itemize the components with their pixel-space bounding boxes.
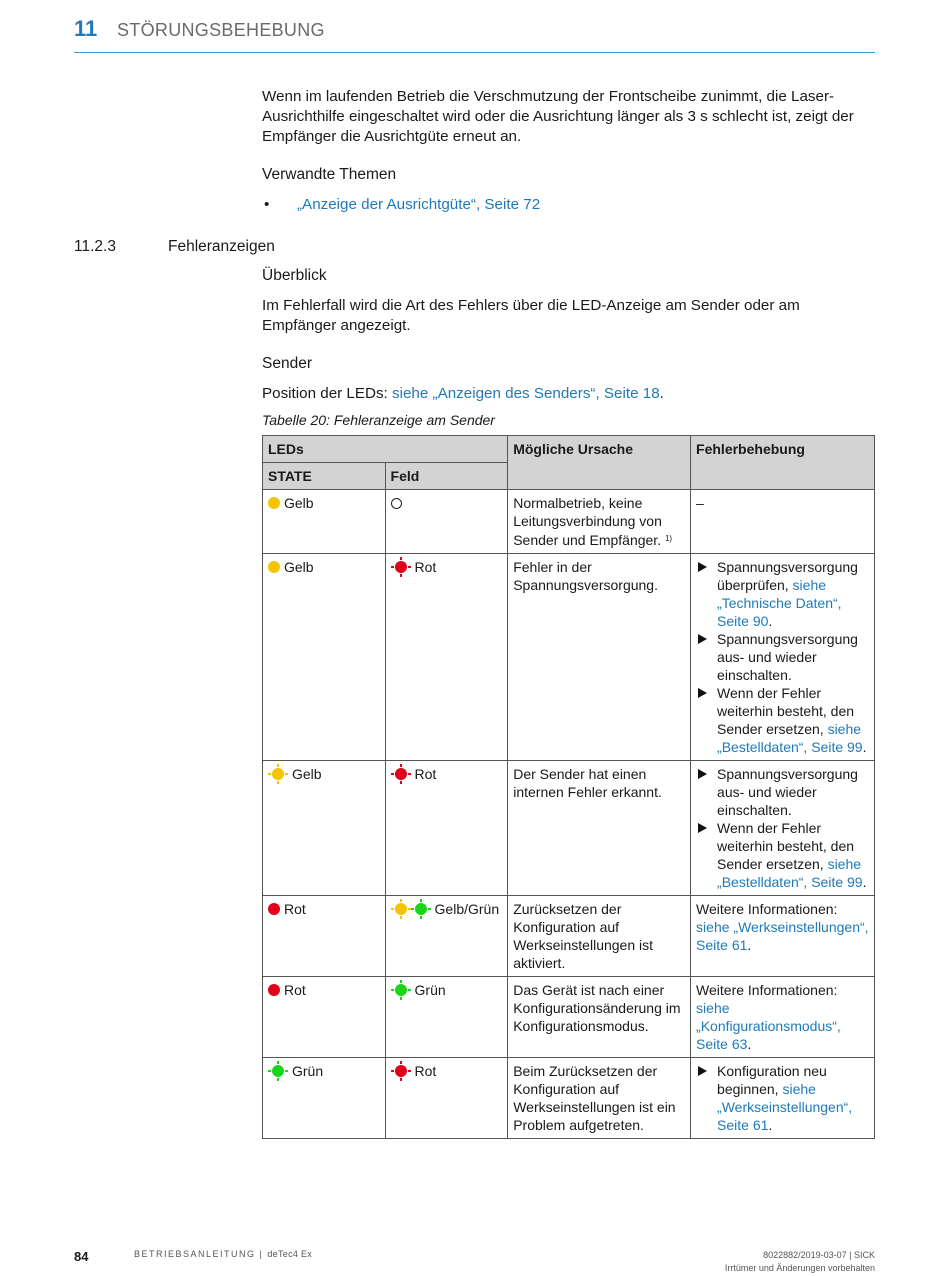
led-position-prefix: Position der LEDs: <box>262 385 392 402</box>
chapter-title: STÖRUNGSBEHEBUNG <box>117 20 325 40</box>
led-green-flashing-icon <box>395 984 407 996</box>
footer-right <box>725 1249 875 1275</box>
cause-cell: Zurücksetzen der Konfiguration auf Werkseinstellungen ist aktiviert. <box>508 896 691 977</box>
action-item: Wenn der Fehler weiterhin besteht, den Sender ersetzen, siehe „Bestelldaten“, Seite 99. <box>696 684 869 756</box>
action-item: Wenn der Fehler weiterhin besteht, den Sender ersetzen, siehe „Bestelldaten“, Seite 99. <box>696 819 869 891</box>
action-arrow-icon <box>698 1066 707 1076</box>
action-arrow-icon <box>698 688 707 698</box>
table-row <box>263 554 875 761</box>
overview-text: Im Fehlerfall wird die Art des Fehlers über die LED-Anzeige am Sender oder am Empfänger angezeigt. <box>262 297 800 334</box>
page-header <box>74 14 875 53</box>
link-werkseinstellungen[interactable]: siehe „Werkseinstellungen“, Seite 61 <box>696 919 869 953</box>
led-red-icon <box>268 903 280 915</box>
link-bestelldaten[interactable]: siehe „Bestelldaten“, Seite 99 <box>717 721 863 755</box>
action-item: Spannungsversorgung überprüfen, siehe „Technische Daten“, Seite 90. <box>696 558 869 630</box>
remedy-cell: Weitere Informationen: siehe „Werkseinstellungen“, Seite 61. <box>691 896 875 977</box>
cause-cell: Beim Zurücksetzen der Konfiguration auf Werkseinstellungen ist ein Problem aufgetreten. <box>508 1058 691 1139</box>
footer-product: deTec4 Ex <box>267 1249 313 1259</box>
led-green-flashing-icon <box>272 1065 284 1077</box>
action-item: Konfiguration neu beginnen, siehe „Werkseinstellungen“, Seite 61. <box>696 1062 869 1134</box>
led-red-flashing-icon <box>395 768 407 780</box>
led-yellow-icon <box>268 561 280 573</box>
cause-cell: Das Gerät ist nach einer Konfigurationsänderung im Konfigurationsmodus. <box>508 977 691 1058</box>
led-green-flashing-icon <box>415 903 427 915</box>
bullet-icon: • <box>264 196 270 213</box>
header-state: STATE <box>263 463 386 490</box>
feld-cell: Rot <box>385 554 508 761</box>
action-arrow-icon <box>698 634 707 644</box>
link-konfigurationsmodus[interactable]: siehe „Konfigurationsmodus“, Seite 63 <box>696 1000 841 1052</box>
led-red-flashing-icon <box>395 561 407 573</box>
cause-cell: Der Sender hat einen internen Fehler erkannt. <box>508 761 691 896</box>
led-off-icon <box>391 498 402 509</box>
state-cell: Rot <box>263 896 386 977</box>
feld-cell: Gelb/Grün <box>385 896 508 977</box>
sender-heading: Sender <box>262 355 312 372</box>
led-yellow-flashing-icon <box>272 768 284 780</box>
action-item: Spannungsversorgung aus- und wieder einschalten. <box>696 630 869 684</box>
related-topics-heading: Verwandte Themen <box>262 166 397 183</box>
feld-cell: Grün <box>385 977 508 1058</box>
action-arrow-icon <box>698 769 707 779</box>
link-werkseinstellungen[interactable]: siehe „Werkseinstellungen“, Seite 61 <box>717 1081 853 1133</box>
section-title: Fehleranzeigen <box>168 238 275 255</box>
led-position-suffix: . <box>659 385 664 402</box>
feld-cell: Rot <box>385 761 508 896</box>
page-number: 84 <box>74 1249 89 1264</box>
table-row <box>263 1058 875 1139</box>
led-yellow-flashing-icon <box>395 903 407 915</box>
remedy-cell <box>691 1058 875 1139</box>
overview-heading: Überblick <box>262 267 327 284</box>
remedy-cell <box>691 554 875 761</box>
link-bestelldaten[interactable]: siehe „Bestelldaten“, Seite 99 <box>717 856 863 890</box>
state-cell: Gelb <box>263 554 386 761</box>
led-yellow-icon <box>268 497 280 509</box>
intro-paragraph: Wenn im laufenden Betrieb die Verschmutzung der Frontscheibe zunimmt, die Laser-Ausrichthilfe eingeschaltet wird oder die Ausrichtung länger als 3 s schlecht ist, zeigt der Empfänger die Ausrichtgüte erneut an. <box>262 88 854 145</box>
header-feld: Feld <box>385 463 508 490</box>
table-row <box>263 490 875 554</box>
related-topics-list <box>262 195 862 215</box>
feld-cell: Rot <box>385 1058 508 1139</box>
chapter-number: 11 <box>74 16 98 41</box>
table-header-row <box>263 436 875 463</box>
state-cell: Grün <box>263 1058 386 1139</box>
state-cell: Gelb <box>263 490 386 554</box>
table-row <box>263 896 875 977</box>
cause-cell: Normalbetrieb, keine Leitungsverbindung von Sender und Empfänger. $^{1)}$ <box>508 490 691 554</box>
remedy-cell: – <box>691 490 875 554</box>
action-arrow-icon <box>698 562 707 572</box>
table-caption: Tabelle 20: Fehleranzeige am Sender <box>262 412 495 428</box>
header-behebung: Fehlerbehebung <box>691 436 875 490</box>
footer-doc-title: BETRIEBSANLEITUNG | deTec4 Ex <box>134 1249 313 1259</box>
error-table <box>262 435 875 1139</box>
remedy-cell: Weitere Informationen: siehe „Konfigurationsmodus“, Seite 63. <box>691 977 875 1058</box>
link-technische-daten[interactable]: siehe „Technische Daten“, Seite 90 <box>717 577 842 629</box>
table-row <box>263 761 875 896</box>
header-leds: LEDs <box>263 436 508 463</box>
state-cell: Gelb <box>263 761 386 896</box>
related-link-ausrichtguete[interactable]: „Anzeige der Ausrichtgüte“, Seite 72 <box>297 196 541 213</box>
led-red-flashing-icon <box>395 1065 407 1077</box>
section-number: 11.2.3 <box>74 238 116 255</box>
feld-cell <box>385 490 508 554</box>
table-row <box>263 977 875 1058</box>
footnote-marker: 1) <box>664 534 673 543</box>
header-ursache: Mögliche Ursache <box>508 436 691 490</box>
led-red-icon <box>268 984 280 996</box>
action-item: Spannungsversorgung aus- und wieder einschalten. <box>696 765 869 819</box>
remedy-cell <box>691 761 875 896</box>
link-anzeigen-senders[interactable]: siehe „Anzeigen des Senders“, Seite 18 <box>392 385 660 402</box>
cause-cell: Fehler in der Spannungsversorgung. <box>508 554 691 761</box>
action-arrow-icon <box>698 823 707 833</box>
footer-doc-id: 8022882/2019-03-07 | SICK <box>763 1250 875 1260</box>
led-position-line <box>262 384 862 404</box>
state-cell: Rot <box>263 977 386 1058</box>
footer-disclaimer: Irrtümer und Änderungen vorbehalten <box>724 1263 875 1273</box>
